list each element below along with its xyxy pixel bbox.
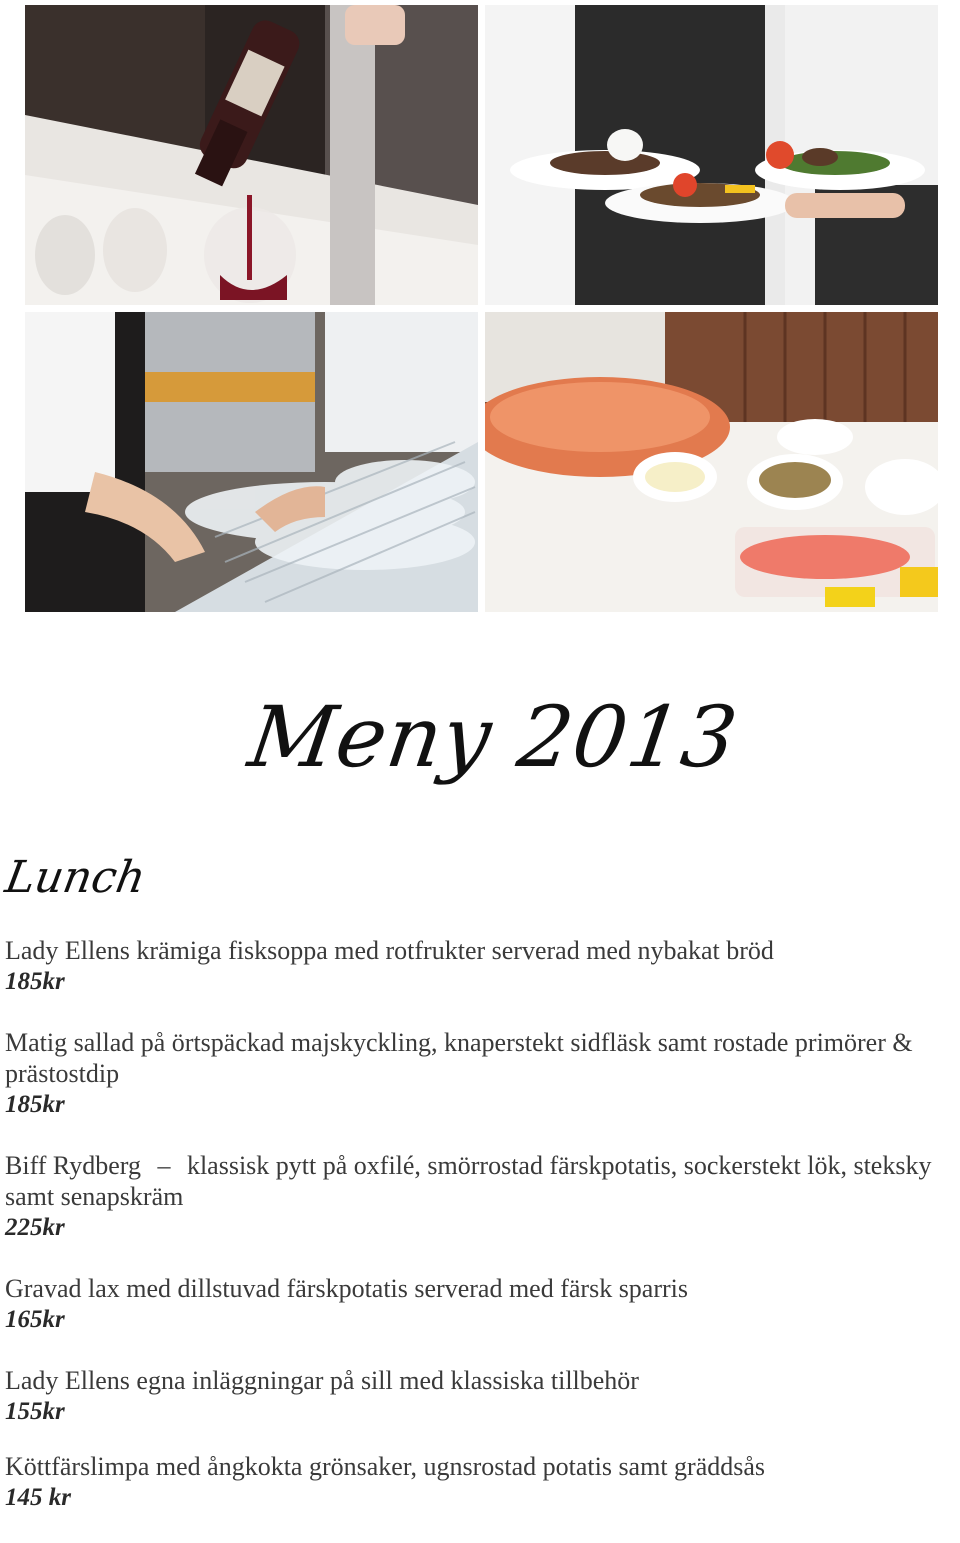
wine-pouring-photo	[25, 5, 478, 305]
menu-item-description: Gravad lax med dillstuvad färskpotatis serverad med färsk sparris	[5, 1274, 689, 1303]
menu-item-description	[5, 1150, 955, 1212]
menu-title: Meny 2013	[243, 688, 744, 786]
section-heading-lunch: Lunch	[1, 852, 150, 903]
menu-item-price: 225kr	[5, 1214, 65, 1241]
menu-item	[5, 1365, 955, 1427]
menu-item	[5, 935, 955, 997]
menu-item	[5, 1273, 955, 1335]
menu-item-name: Biff Rydberg	[5, 1151, 141, 1180]
menu-item-description: Lady Ellens krämiga fisksoppa med rotfrukter serverad med nybakat bröd	[5, 936, 774, 965]
menu-item-description: Köttfärslimpa med ångkokta grönsaker, ugnsrostad potatis samt gräddsås	[5, 1452, 766, 1481]
menu-item-text: klassisk pytt på oxfilé, smörrostad färskpotatis, sockerstekt lök, steksky samt senapskräm	[5, 1151, 932, 1211]
menu-item-price: 185kr	[5, 968, 65, 995]
menu-item-description: Matig sallad på örtspäckad majskyckling, knaperstekt sidfläsk samt rostade primörer & prästostdip	[5, 1028, 913, 1088]
menu-item	[5, 1451, 955, 1513]
plated-dishes-photo	[485, 5, 938, 305]
seafood-buffet-photo	[485, 312, 938, 612]
menu-item-price: 155kr	[5, 1398, 65, 1425]
menu-item-price: 185kr	[5, 1091, 65, 1118]
menu-item-dash: –	[157, 1151, 171, 1180]
menu-item-price: 165kr	[5, 1306, 65, 1333]
menu-item	[5, 1150, 955, 1243]
menu-item-description: Lady Ellens egna inläggningar på sill med klassiska tillbehör	[5, 1366, 639, 1395]
menu-item-price: 145 kr	[5, 1484, 71, 1511]
menu-item	[5, 1027, 955, 1120]
glassware-photo	[25, 312, 478, 612]
menu-list	[5, 935, 955, 1543]
